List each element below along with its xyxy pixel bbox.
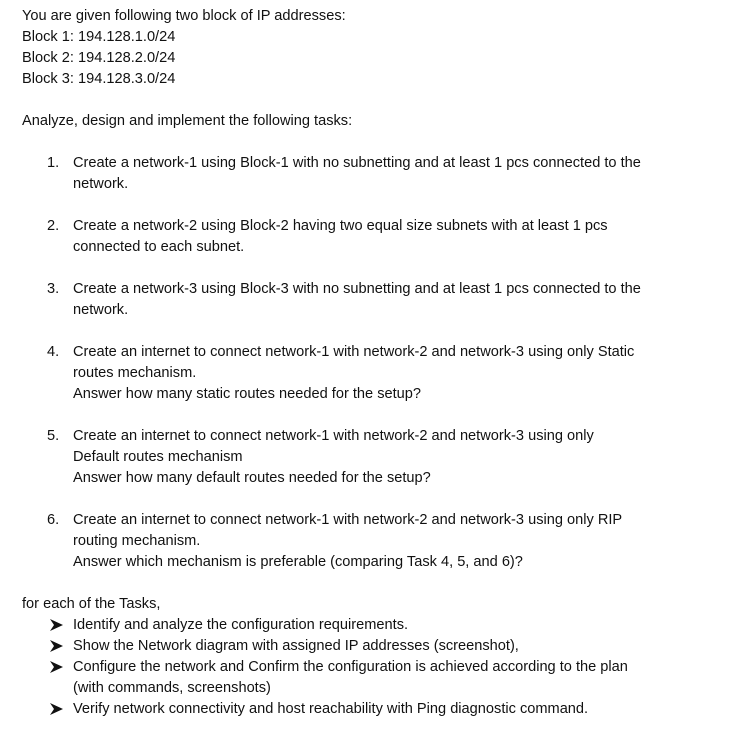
task-1-line-1: Create a network-1 using Block-1 with no subnetting and at least 1 pcs connected to the — [73, 155, 641, 171]
analyze-heading: Analyze, design and implement the following tasks: — [22, 113, 353, 129]
task-5-line-1: Create an internet to connect network-1 with network-2 and network-3 using only — [73, 428, 594, 444]
bullet-3-line-1: Configure the network and Confirm the configuration is achieved according to the plan — [73, 659, 628, 675]
task-6-number: 6. — [47, 512, 60, 528]
task-6-line-1: Create an internet to connect network-1 with network-2 and network-3 using only RIP — [73, 512, 623, 528]
task-5-line-2: Default routes mechanism — [73, 449, 243, 465]
block-1-text: Block 1: 194.128.1.0/24 — [22, 29, 176, 45]
task-4-line-1: Create an internet to connect network-1 with network-2 and network-3 using only Static — [73, 344, 635, 360]
arrow-bullet-icon — [50, 703, 63, 715]
task-2-number: 2. — [47, 218, 60, 234]
task-4-question: Answer how many static routes needed for the setup? — [73, 386, 422, 402]
task-2-line-2: connected to each subnet. — [73, 239, 245, 255]
task-5-question: Answer how many default routes needed for the setup? — [73, 470, 431, 486]
task-1-line-2: network. — [73, 176, 129, 192]
for-each-heading: for each of the Tasks, — [22, 596, 161, 612]
arrow-bullet-icon — [50, 661, 63, 673]
bullet-2-text: Show the Network diagram with assigned IP addresses (screenshot), — [73, 638, 519, 654]
task-1-number: 1. — [47, 155, 60, 171]
task-3-line-2: network. — [73, 302, 129, 318]
block-2-text: Block 2: 194.128.2.0/24 — [22, 50, 176, 66]
task-2-line-1: Create a network-2 using Block-2 having two equal size subnets with at least 1 pcs — [73, 218, 608, 234]
intro-line: You are given following two block of IP addresses: — [22, 8, 346, 24]
task-4-line-2: routes mechanism. — [73, 365, 197, 381]
arrow-bullet-icon — [50, 619, 63, 631]
arrow-bullet-icon — [50, 640, 63, 652]
task-5-number: 5. — [47, 428, 60, 444]
task-6-line-2: routing mechanism. — [73, 533, 201, 549]
task-6-question: Answer which mechanism is preferable (comparing Task 4, 5, and 6)? — [73, 554, 523, 570]
task-4-number: 4. — [47, 344, 60, 360]
block-3-text: Block 3: 194.128.3.0/24 — [22, 71, 176, 87]
bullet-3-line-2: (with commands, screenshots) — [73, 680, 271, 696]
bullet-4-text: Verify network connectivity and host reachability with Ping diagnostic command. — [73, 701, 589, 717]
task-3-number: 3. — [47, 281, 60, 297]
task-3-line-1: Create a network-3 using Block-3 with no subnetting and at least 1 pcs connected to the — [73, 281, 641, 297]
bullet-1-text: Identify and analyze the configuration requirements. — [73, 617, 409, 633]
